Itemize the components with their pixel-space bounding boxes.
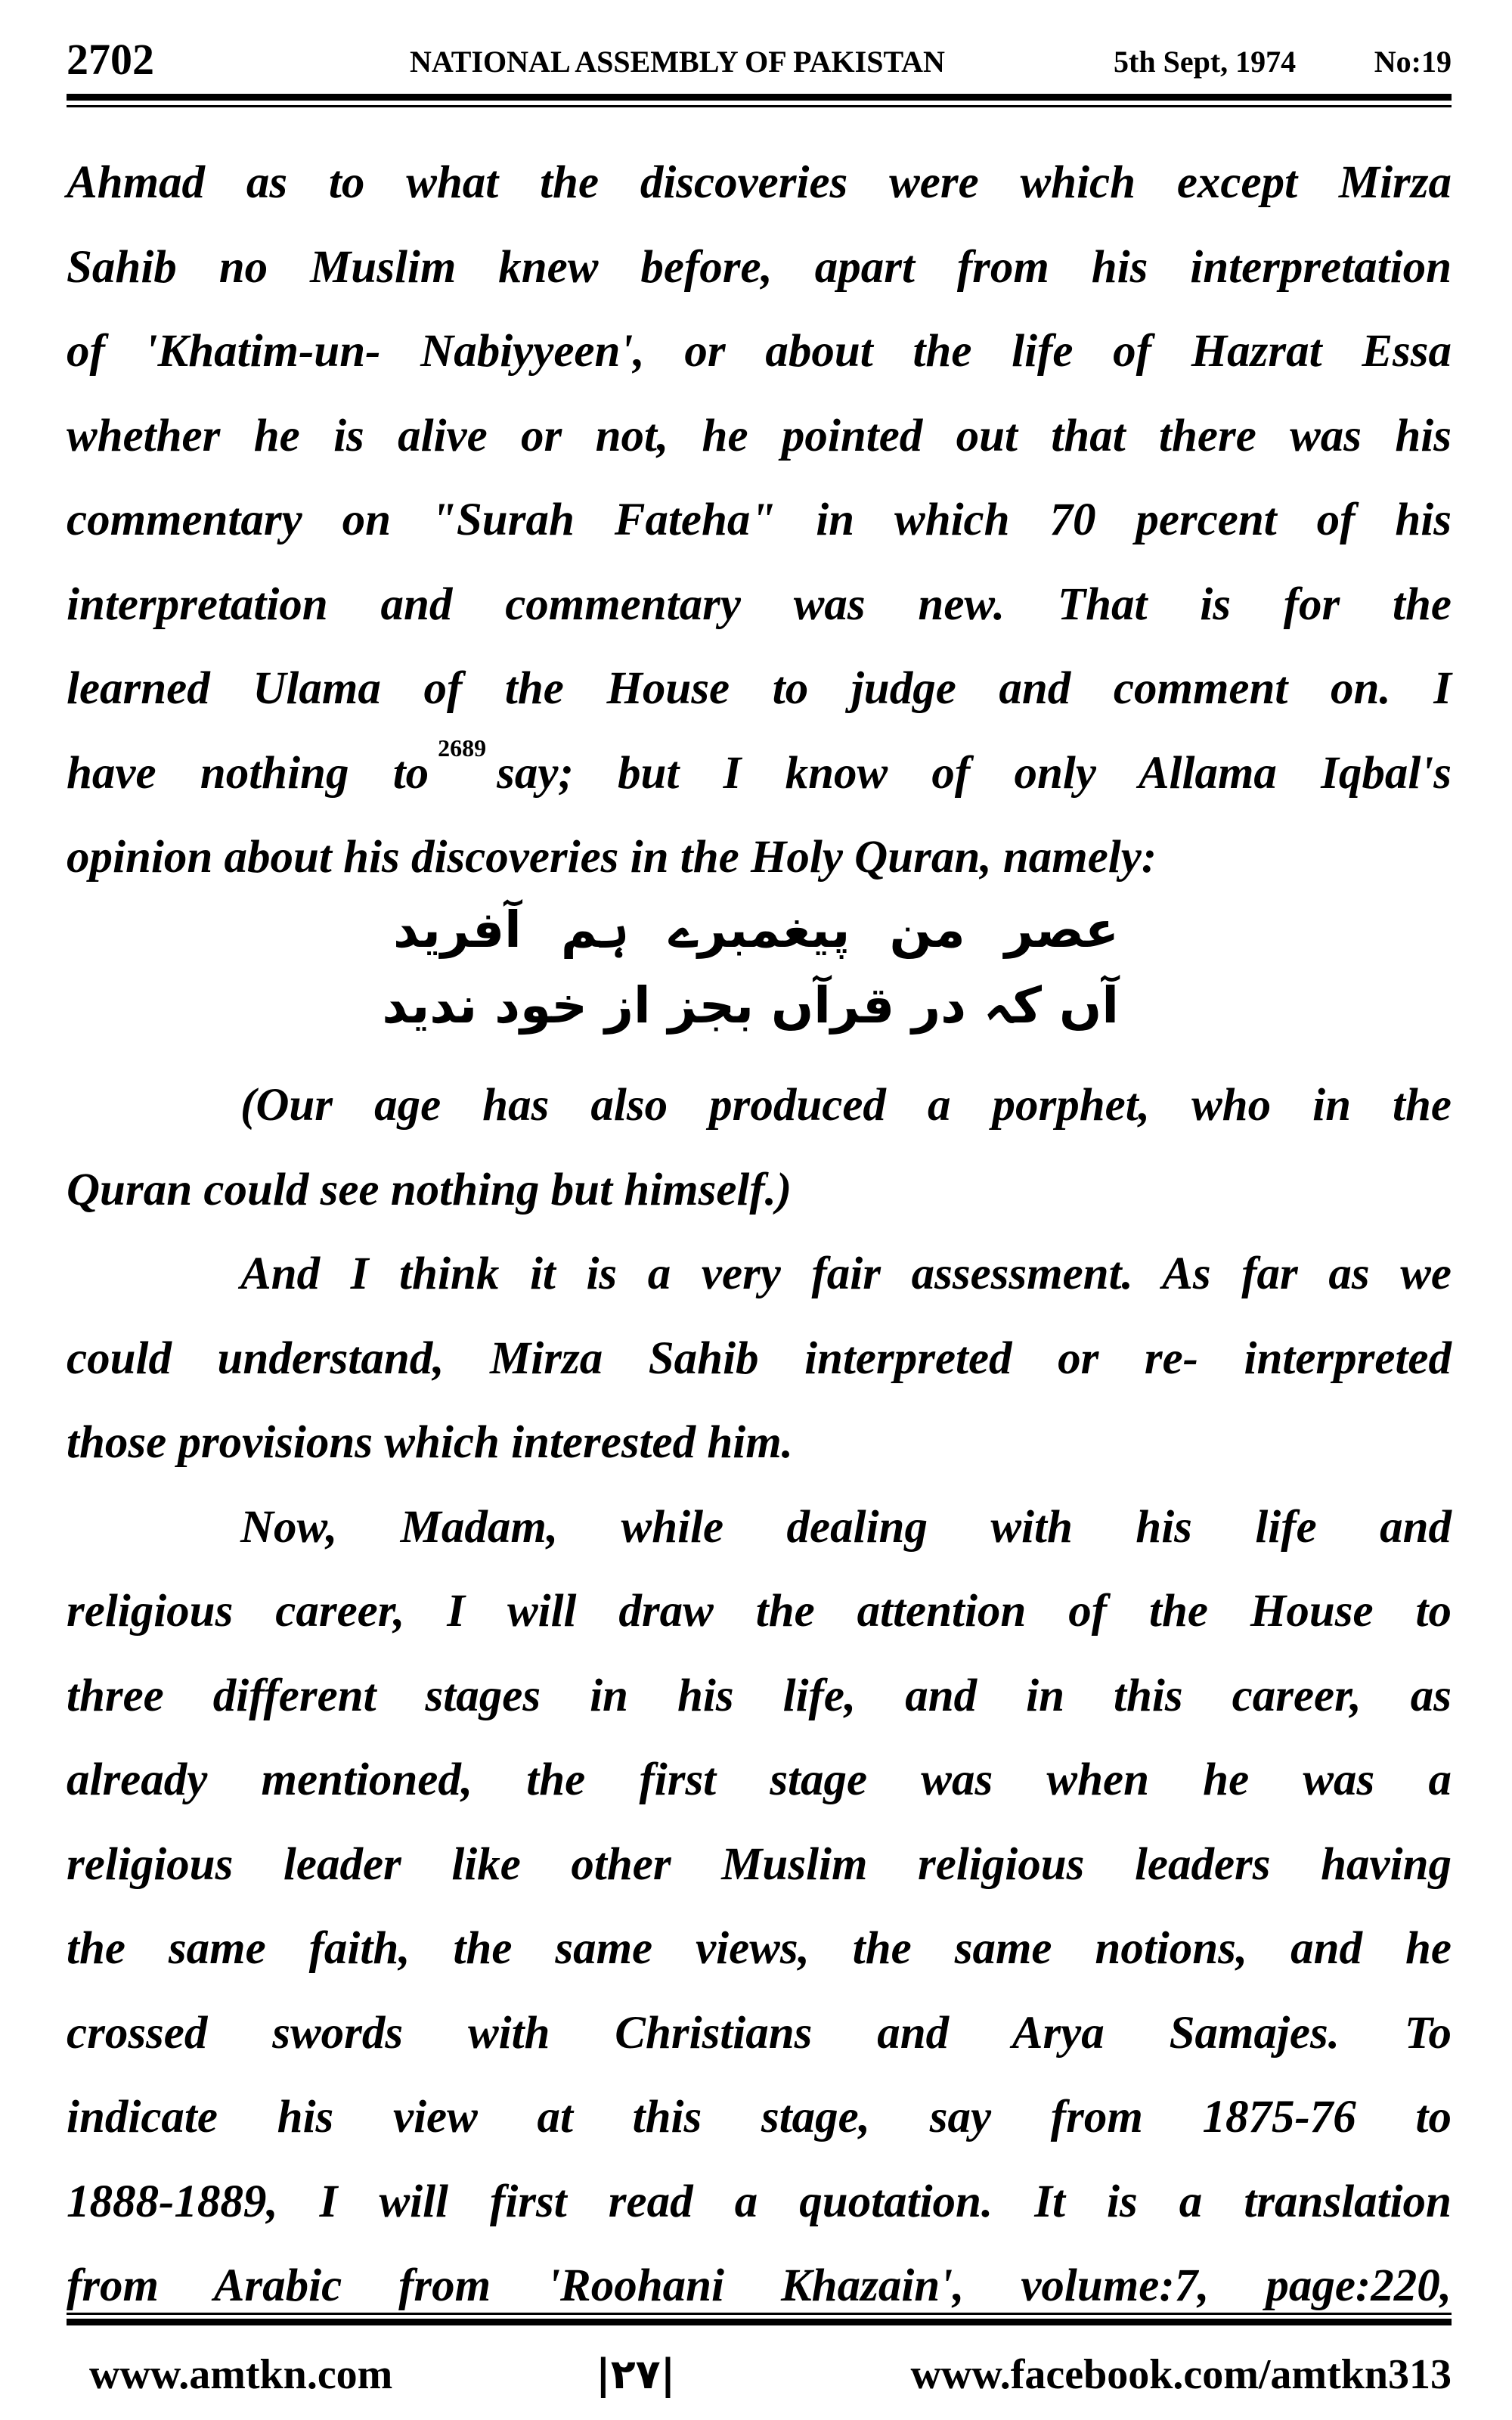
text-line: three different stages in his life, and in this career, as [67,1670,1452,1721]
page-footer [67,2344,1452,2405]
text-line: crossed swords with Christians and Arya Samajes. To [67,2007,1452,2059]
document-body-continued [67,1063,1452,2328]
text-line: Sahib no Muslim knew before, apart from his interpretation [67,241,1452,293]
text-line: Now, Madam, while dealing with his life and [240,1501,1452,1553]
text-line: And I think it is a very fair assessment. As far as we [240,1249,1452,1299]
footer-website-link[interactable]: www.amtkn.com [89,2351,393,2398]
urdu-verse-line: عصر من پیغمبرے ہم آفرید [393,901,1119,959]
text-line: from Arabic from 'Roohani Khazain', volume:7, page:220, [67,2260,1452,2311]
document-body [67,141,1452,900]
header-date: 5th Sept, 1974 [1114,45,1297,79]
footer-facebook-link[interactable]: www.facebook.com/amtkn313 [910,2351,1452,2398]
page-number: 2702 [67,35,154,84]
text-line: religious career, I will draw the attention of the House to [67,1586,1452,1637]
text-line: whether he is alive or not, he pointed out that there was his [67,410,1452,461]
text-line: (Our age has also produced a porphet, who in the [240,1080,1452,1131]
text-fragment: say; but I know of only Allama Iqbal's [497,747,1452,799]
urdu-verse [382,892,1119,1044]
urdu-verse-line: آں کہ در قرآں بجز از خود ندید [382,976,1119,1035]
text-line: 1888-1889, I will first read a quotation. It is a translation [67,2176,1452,2227]
header-title: NATIONAL ASSEMBLY OF PAKISTAN [410,45,945,79]
text-line: have nothing to 2689 say; but I know of only Allama Iqbal's [67,734,1452,799]
text-line: religious leader like other Muslim religious leaders having [67,1838,1452,1890]
footer-rule-thick [67,2319,1452,2325]
text-line: those provisions which interested him. [67,1417,793,1468]
paragraph-assessment [67,1232,1452,1485]
page-header [67,33,1452,86]
text-line: the same faith, the same views, the same notions, and he [67,1923,1452,1974]
header-rule-thin [67,105,1452,107]
text-line: Ahmad as to what the discoveries were which except Mirza [67,157,1452,208]
text-line: Quran could see nothing but himself.) [67,1164,792,1215]
footer-rule-thin [67,2313,1452,2315]
paragraph-stages [67,1485,1452,2328]
text-line: commentary on "Surah Fateha" in which 70 percent of his [67,495,1452,545]
text-line: already mentioned, the first stage was when he was a [67,1754,1452,1805]
paragraph-1 [67,141,1452,900]
text-line: of 'Khatim-un- Nabiyyeen', or about the life of Hazrat Essa [67,326,1452,377]
paragraph-translation [67,1063,1452,1232]
header-issue-number: No:19 [1374,45,1452,79]
text-fragment: have nothing to [67,747,429,799]
header-rule-thick [67,94,1452,101]
text-line: could understand, Mirza Sahib interpreted or re- interpreted [67,1333,1452,1384]
text-line: indicate his view at this stage, say from 1875-76 to [67,2092,1452,2142]
footer-urdu-page-number: |۲۷| [596,2350,676,2398]
text-line: learned Ulama of the House to judge and comment on. I [67,663,1452,714]
text-line: opinion about his discoveries in the Holy Quran, namely: [67,832,1157,883]
text-line: interpretation and commentary was new. That is for the [67,579,1452,630]
